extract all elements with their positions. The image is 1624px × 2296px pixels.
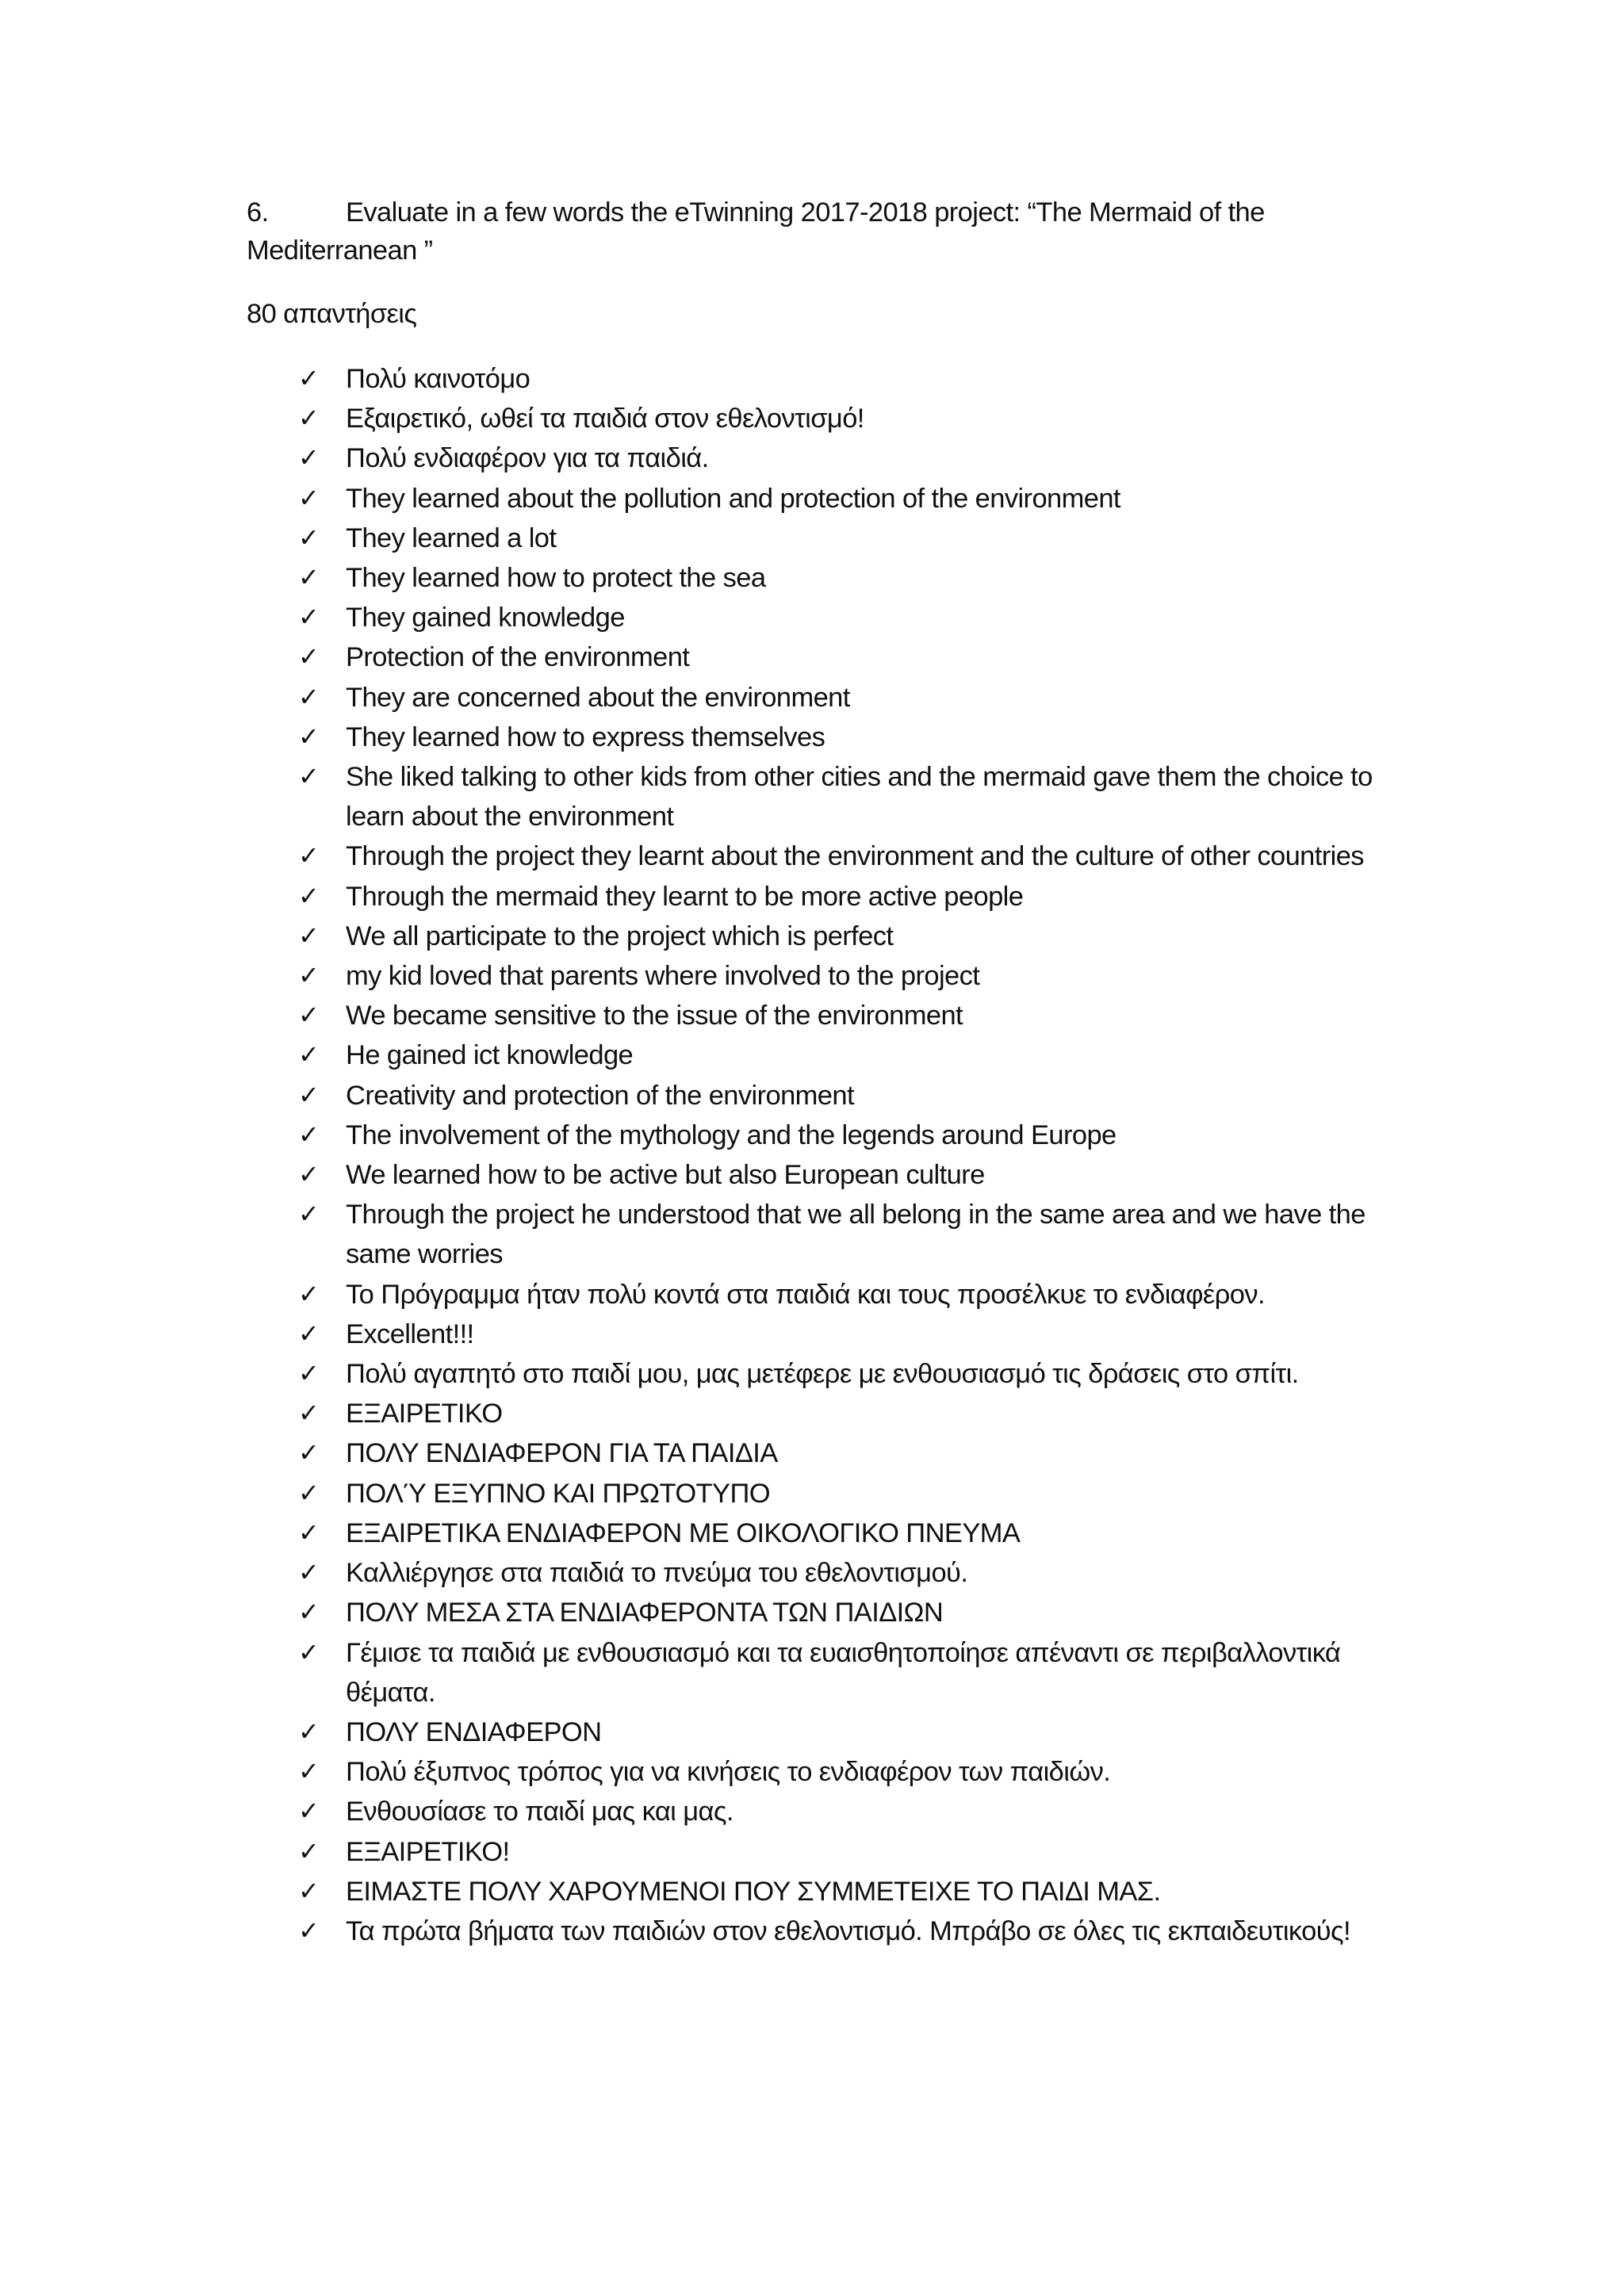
answer-item xyxy=(298,836,1416,876)
answer-item xyxy=(298,1513,1416,1553)
checkmark-icon: ✓ xyxy=(298,522,320,553)
answer-text: Excellent!!! xyxy=(346,1318,474,1349)
checkmark-icon: ✓ xyxy=(298,1039,320,1070)
checkmark-icon: ✓ xyxy=(298,641,320,672)
answer-text: We all participate to the project which is perfect xyxy=(346,920,894,951)
answer-item xyxy=(298,1832,1416,1872)
answer-item xyxy=(298,1433,1416,1473)
answer-item xyxy=(298,1035,1416,1075)
checkmark-icon: ✓ xyxy=(298,1079,320,1110)
checkmark-icon: ✓ xyxy=(298,403,320,434)
answer-text: ΕΞΑΙΡΕΤΙΚΑ ΕΝΔΙΑΦΕΡΟΝ ΜΕ ΟΙΚΟΛΟΓΙΚΟ ΠΝΕΥΜΑ xyxy=(346,1517,1021,1548)
checkmark-icon: ✓ xyxy=(298,1517,320,1548)
answer-item xyxy=(298,479,1416,519)
checkmark-icon: ✓ xyxy=(298,1358,320,1389)
answer-text: They gained knowledge xyxy=(346,603,625,633)
answer-text: We became sensitive to the issue of the environment xyxy=(346,1001,963,1031)
answer-item xyxy=(298,1712,1416,1752)
answer-item xyxy=(298,1076,1416,1115)
answer-item xyxy=(298,1792,1416,1831)
checkmark-icon: ✓ xyxy=(298,1398,320,1429)
checkmark-icon: ✓ xyxy=(298,1875,320,1906)
answer-text: They learned how to express themselves xyxy=(346,721,825,752)
answer-item xyxy=(298,1314,1416,1354)
answer-text: ΕΞΑΙΡΕΤΙΚΟ! xyxy=(346,1836,510,1867)
answer-text: Τα πρώτα βήματα των παιδιών στον εθελοντισμό. Μπράβο σε όλες τις εκπαιδευτικούς! xyxy=(346,1915,1351,1946)
answer-text: ΠΟΛΥ ΕΝΔΙΑΦΕΡΟΝ xyxy=(346,1716,602,1747)
answer-text: We learned how to be active but also European culture xyxy=(346,1160,985,1191)
answer-item xyxy=(298,718,1416,757)
checkmark-icon: ✓ xyxy=(298,880,320,911)
checkmark-icon: ✓ xyxy=(298,1159,320,1190)
checkmark-icon: ✓ xyxy=(298,562,320,593)
answer-item xyxy=(298,1195,1416,1274)
checkmark-icon: ✓ xyxy=(298,1278,320,1309)
answer-item xyxy=(298,1633,1416,1712)
answer-text: Εξαιρετικό, ωθεί τα παιδιά στον εθελοντισμό! xyxy=(346,404,864,434)
answer-item xyxy=(298,1275,1416,1314)
answer-item xyxy=(298,1354,1416,1394)
answer-item xyxy=(298,1911,1416,1951)
answer-item xyxy=(298,956,1416,996)
answer-item xyxy=(298,399,1416,438)
answer-item xyxy=(298,1474,1416,1513)
answer-text: Το Πρόγραμμα ήταν πολύ κοντά στα παιδιά και τους προσέλκυε το ενδιαφέρον. xyxy=(346,1279,1265,1310)
answer-text: They learned about the pollution and protection of the environment xyxy=(346,483,1120,514)
checkmark-icon: ✓ xyxy=(298,681,320,712)
answer-item xyxy=(298,1394,1416,1433)
checkmark-icon: ✓ xyxy=(298,482,320,513)
checkmark-icon: ✓ xyxy=(298,1597,320,1628)
checkmark-icon: ✓ xyxy=(298,721,320,752)
answer-item xyxy=(298,757,1416,836)
answer-text: Through the project he understood that we all belong in the same area and we have the same worries xyxy=(346,1200,1365,1270)
checkmark-icon: ✓ xyxy=(298,761,320,792)
answer-item xyxy=(298,1115,1416,1155)
checkmark-icon: ✓ xyxy=(298,920,320,951)
answer-text: Through the mermaid they learnt to be more active people xyxy=(346,881,1024,912)
checkmark-icon: ✓ xyxy=(298,1318,320,1349)
checkmark-icon: ✓ xyxy=(298,1199,320,1230)
answer-text: Through the project they learnt about the environment and the culture of other countries xyxy=(346,841,1364,872)
checkmark-icon: ✓ xyxy=(298,1477,320,1508)
answer-text: He gained ict knowledge xyxy=(346,1040,634,1071)
answer-text: Creativity and protection of the environment xyxy=(346,1080,854,1111)
answer-text: The involvement of the mythology and the legends around Europe xyxy=(346,1119,1116,1150)
answer-item xyxy=(298,558,1416,598)
answer-item xyxy=(298,996,1416,1035)
answer-item xyxy=(298,1155,1416,1195)
answer-text: Πολύ αγαπητό στο παιδί μου, μας μετέφερε με ενθουσιασμό τις δράσεις στο σπίτι. xyxy=(346,1359,1299,1390)
checkmark-icon: ✓ xyxy=(298,442,320,473)
checkmark-icon: ✓ xyxy=(298,1835,320,1866)
answer-text: They are concerned about the environment xyxy=(346,682,850,713)
answer-item xyxy=(298,916,1416,956)
answer-item xyxy=(298,598,1416,637)
answers-list xyxy=(298,359,1416,1951)
checkmark-icon: ✓ xyxy=(298,840,320,871)
checkmark-icon: ✓ xyxy=(298,363,320,393)
answer-item xyxy=(298,1752,1416,1792)
checkmark-icon: ✓ xyxy=(298,960,320,991)
answer-text: Καλλιέργησε στα παιδιά το πνεύμα του εθελοντισμού. xyxy=(346,1558,968,1589)
answer-item xyxy=(298,678,1416,718)
answer-text: They learned a lot xyxy=(346,522,557,553)
answer-item xyxy=(298,438,1416,478)
checkmark-icon: ✓ xyxy=(298,1000,320,1031)
checkmark-icon: ✓ xyxy=(298,1915,320,1946)
answer-text: She liked talking to other kids from other cities and the mermaid gave them the choice to learn about the environment xyxy=(346,762,1373,832)
checkmark-icon: ✓ xyxy=(298,1557,320,1588)
checkmark-icon: ✓ xyxy=(298,1119,320,1150)
checkmark-icon: ✓ xyxy=(298,1636,320,1667)
answer-text: Πολύ καινοτόμο xyxy=(346,364,530,394)
answer-text: They learned how to protect the sea xyxy=(346,563,766,594)
answer-text: Πολύ έξυπνος τρόπος για να κινήσεις το ενδιαφέρον των παιδιών. xyxy=(346,1757,1111,1788)
checkmark-icon: ✓ xyxy=(298,1437,320,1468)
answer-text: my kid loved that parents where involved to the project xyxy=(346,961,980,992)
question-heading xyxy=(247,193,1404,270)
answer-item xyxy=(298,1872,1416,1911)
answer-text: Ενθουσίασε το παιδί μας και μας. xyxy=(346,1797,733,1827)
response-count: 80 απαντήσεις xyxy=(247,299,417,329)
answer-item xyxy=(298,1553,1416,1593)
answer-item xyxy=(298,1593,1416,1632)
answer-text: ΠΟΛΎ ΕΞΥΠΝΟ ΚΑΙ ΠΡΩΤΟΤΥΠΟ xyxy=(346,1478,770,1509)
question-text: Evaluate in a few words the eTwinning 2017-2018 project: “The Mermaid of the Mediterranean ” xyxy=(247,197,1265,266)
question-number: 6. xyxy=(247,197,269,228)
checkmark-icon: ✓ xyxy=(298,1756,320,1787)
answer-text: Γέμισε τα παιδιά με ενθουσιασμό και τα ευαισθητοποίησε απέναντι σε περιβαλλοντικά θέματα. xyxy=(346,1637,1341,1708)
answer-item xyxy=(298,877,1416,916)
answer-text: ΠΟΛΥ ΜΕΣΑ ΣΤΑ ΕΝΔΙΑΦΕΡΟΝΤΑ ΤΩΝ ΠΑΙΔΙΩΝ xyxy=(346,1598,944,1628)
answer-item xyxy=(298,519,1416,558)
checkmark-icon: ✓ xyxy=(298,602,320,633)
checkmark-icon: ✓ xyxy=(298,1716,320,1747)
answer-text: ΕΙΜΑΣΤΕ ΠΟΛΥ ΧΑΡΟΥΜΕΝΟΙ ΠΟΥ ΣΥΜΜΕΤΕΙΧΕ ΤΟ ΠΑΙΔΙ ΜΑΣ. xyxy=(346,1876,1161,1907)
answer-text: Protection of the environment xyxy=(346,642,690,673)
answer-item xyxy=(298,637,1416,677)
answer-item xyxy=(298,359,1416,399)
answer-text: Πολύ ενδιαφέρον για τα παιδιά. xyxy=(346,443,709,474)
answer-text: ΠΟΛΥ ΕΝΔΙΑΦΕΡΟΝ ΓΙΑ ΤΑ ΠΑΙΔΙΑ xyxy=(346,1438,778,1469)
answer-text: ΕΞΑΙΡΕΤΙΚΟ xyxy=(346,1399,503,1429)
checkmark-icon: ✓ xyxy=(298,1796,320,1827)
